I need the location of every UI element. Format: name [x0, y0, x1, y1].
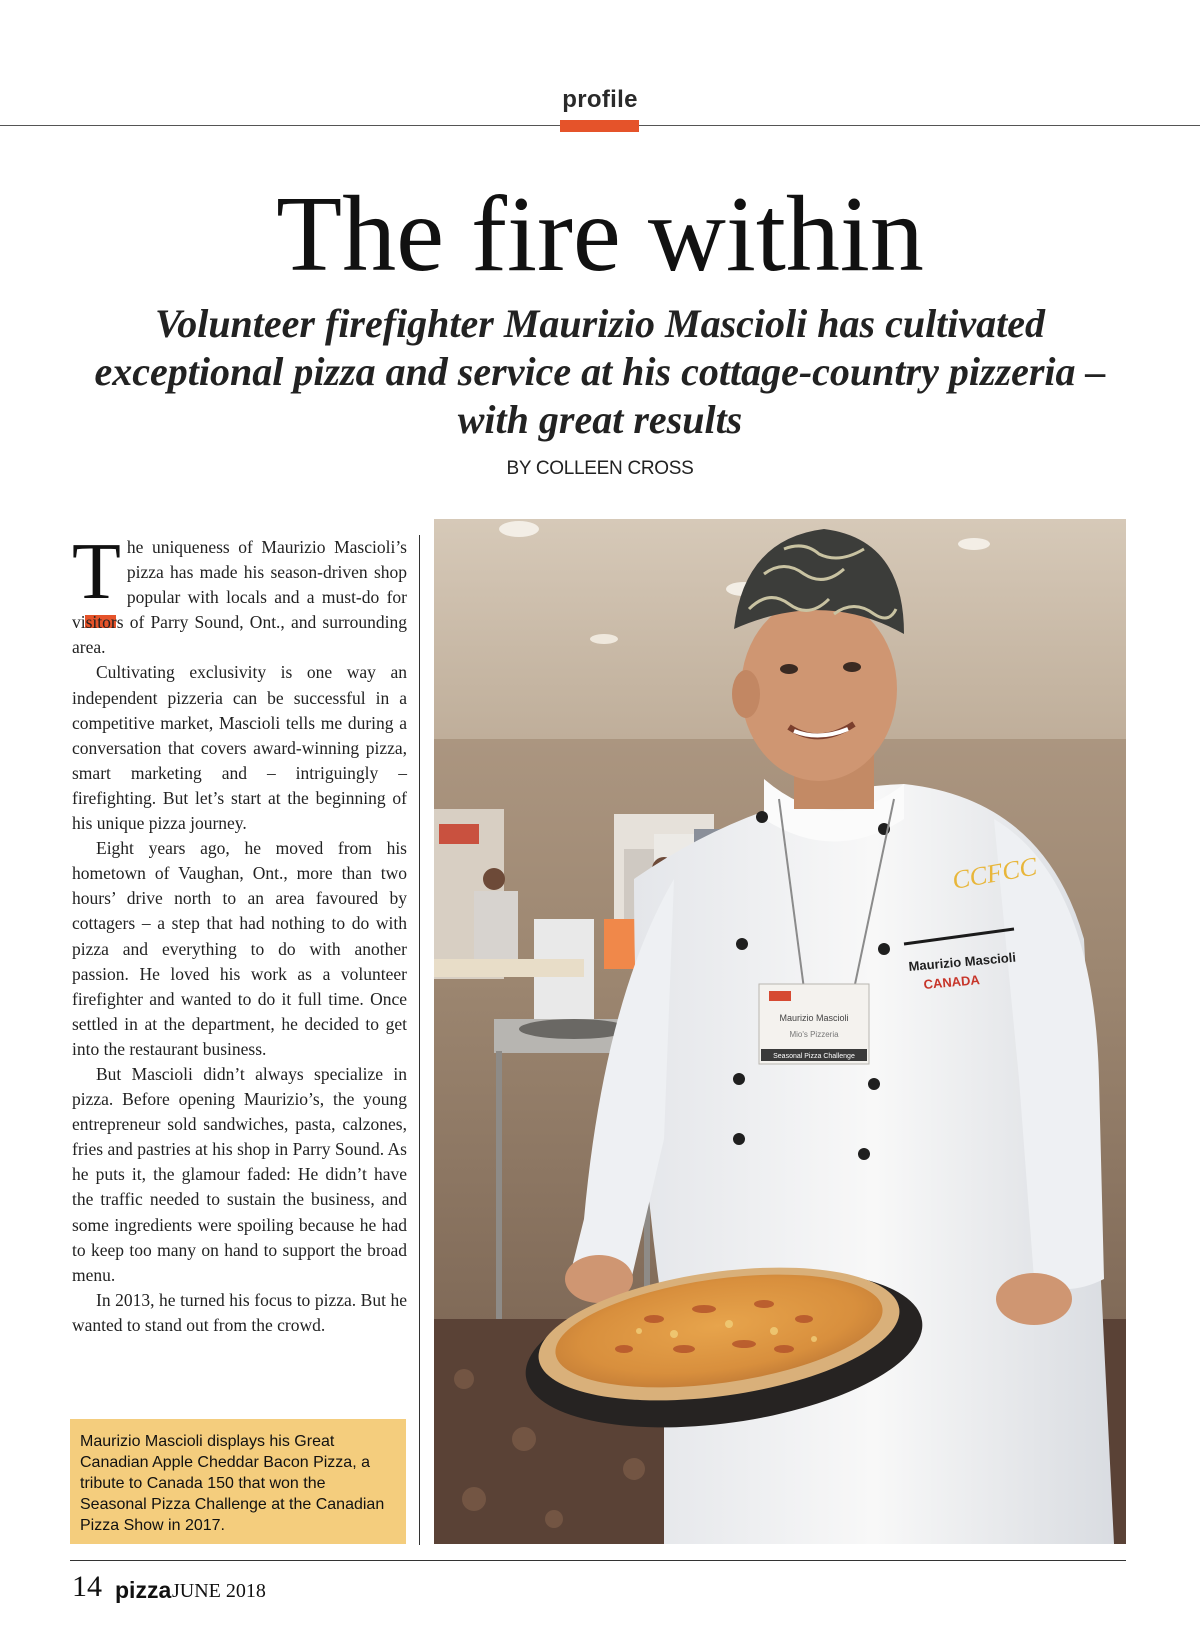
paragraph: But Mascioli didn’t always specialize in pizza. Before opening Maurizio’s, the young entrepreneur sold sandwiches, pasta, calzones, fries and pastries at his shop in Parry Sound. As he puts it, the glamour faded: He didn’t have the traffic needed to sustain the business, and some ingredients were spoiling because he had to keep too many on hand to support the broad menu. [72, 1063, 407, 1285]
chef-photo-illustration [434, 519, 1126, 1544]
paragraph [72, 528, 407, 660]
badge-name: Maurizio Mascioli [779, 1013, 849, 1023]
article-title: The fire within [276, 175, 924, 294]
bottom-rule [70, 1560, 1126, 1561]
magazine-name: pizza [115, 1577, 172, 1603]
paragraph-text: he uniqueness of Maurizio Mascioli’s pizza has made his season-driven shop popular with locals and a must-do for visitors of Parry Sound, Ont., and surrounding area. [72, 537, 407, 658]
embroidery-country: CANADA [922, 972, 981, 992]
photo-caption: Maurizio Mascioli displays his Great Canadian Apple Cheddar Bacon Pizza, a tribute to Canada 150 that won the Seasonal Pizza Challenge at the Canadian Pizza Show in 2017. [70, 1419, 406, 1544]
section-accent-bar [560, 120, 639, 132]
paragraph: Eight years ago, he moved from his hometown of Vaughan, Ont., more than two hours’ drive north to an area favoured by cottagers – a step that had nothing to do with pizza and everything to do with another passion. He loved his work as a volunteer firefighter and wanted to do it full time. Once settled in at the department, he decided to get into the restaurant business. [72, 838, 407, 1059]
badge-shop: Mio's Pizzeria [789, 1030, 839, 1039]
paragraph: In 2013, he turned his focus to pizza. But he wanted to stand out from the crowd. [72, 1289, 407, 1335]
paragraph: Cultivating exclusivity is one way an independent pizzeria can be successful in a competitive market, Mascioli tells me during a conversation that covers award-winning pizza, smart marketing and – intriguingly – firefighting. But let’s start at the beginning of his unique pizza journey. [72, 662, 407, 834]
page-number: 14 [72, 1570, 102, 1603]
column-rule [419, 535, 420, 1545]
dropcap: T [72, 528, 121, 616]
badge-event: Seasonal Pizza Challenge [773, 1053, 855, 1060]
article-photo [434, 519, 1126, 1544]
article-subtitle: Volunteer firefighter Maurizio Mascioli has cultivated exceptional pizza and service at his cottage-country pizzeria – with great results [94, 301, 1106, 442]
section-label: profile [562, 86, 638, 113]
issue-date: JUNE 2018 [172, 1580, 266, 1602]
logo-embroidery: CCFCC [950, 851, 1039, 895]
byline: BY COLLEEN CROSS [506, 458, 694, 479]
article-body [72, 528, 407, 1338]
embroidery-name: Maurizio Mascioli [907, 949, 1017, 974]
